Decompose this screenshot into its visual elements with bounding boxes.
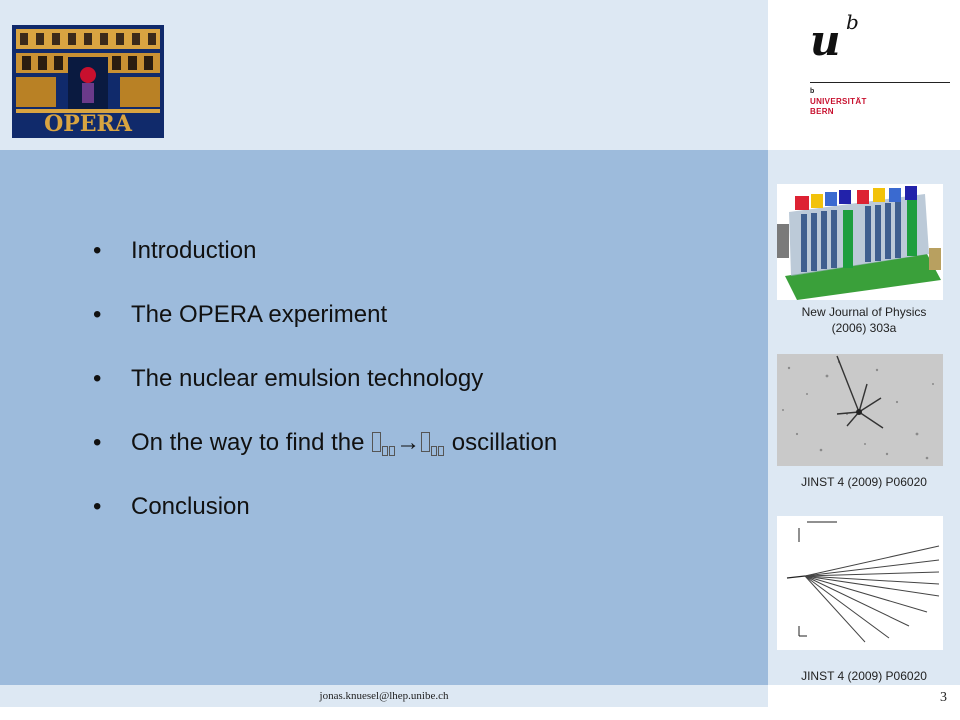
outline-item-opera-experiment xyxy=(93,298,557,362)
unibe-logo xyxy=(810,12,952,122)
outline-list xyxy=(93,234,557,554)
unibe-logo-line1: UNIVERSITÄT xyxy=(810,97,867,106)
oscillation-arrow: → xyxy=(396,429,421,456)
bullet-icon: • xyxy=(93,493,102,520)
footer-email: jonas.knuesel@lhep.unibe.ch xyxy=(319,690,449,702)
outline-item-text: The OPERA experiment xyxy=(131,301,388,328)
unibe-logo-line2: BERN xyxy=(810,107,834,116)
opera-logo-text: OPERA xyxy=(44,111,132,137)
figure-emulsion-micrograph xyxy=(777,354,943,466)
figure-track-caption: JINST 4 (2009) P06020 xyxy=(801,669,927,683)
outline-item-text: The nuclear emulsion technology xyxy=(131,365,484,392)
missing-glyph-icon xyxy=(372,432,381,452)
outline-item-text: Introduction xyxy=(131,237,257,264)
missing-glyph-icon xyxy=(421,432,430,452)
bullet-icon: • xyxy=(93,429,102,456)
outline-item-conclusion xyxy=(93,490,557,554)
opera-logo xyxy=(12,25,164,138)
missing-glyph-subscript-icon xyxy=(431,446,437,456)
figure-detector-caption xyxy=(768,304,960,336)
figure-emulsion-caption: JINST 4 (2009) P06020 xyxy=(801,475,927,489)
figure-detector-caption-line2: (2006) 303a xyxy=(831,321,897,335)
figure-track-plot xyxy=(777,516,943,650)
outline-item-introduction xyxy=(93,234,557,298)
missing-glyph-subscript-icon xyxy=(438,446,444,456)
figure-detector-caption-line1: New Journal of Physics xyxy=(801,305,927,319)
bullet-icon: • xyxy=(93,237,102,264)
outline-item-prefix: On the way to find the xyxy=(131,429,372,456)
outline-item-oscillation xyxy=(93,426,557,490)
missing-glyph-subscript-icon xyxy=(382,446,388,456)
unibe-logo-u: u xyxy=(810,16,841,65)
figure-detector-image xyxy=(777,184,943,300)
outline-item-emulsion-technology xyxy=(93,362,557,426)
outline-item-suffix: oscillation xyxy=(445,429,558,456)
unibe-logo-rule xyxy=(810,82,950,83)
bullet-icon: • xyxy=(93,301,102,328)
bullet-icon: • xyxy=(93,365,102,392)
unibe-logo-name xyxy=(810,97,867,117)
outline-item-text: Conclusion xyxy=(131,493,250,520)
unibe-logo-small-b: b xyxy=(810,88,815,95)
page-number: 3 xyxy=(940,690,947,705)
unibe-logo-b: b xyxy=(846,10,859,34)
missing-glyph-subscript-icon xyxy=(389,446,395,456)
